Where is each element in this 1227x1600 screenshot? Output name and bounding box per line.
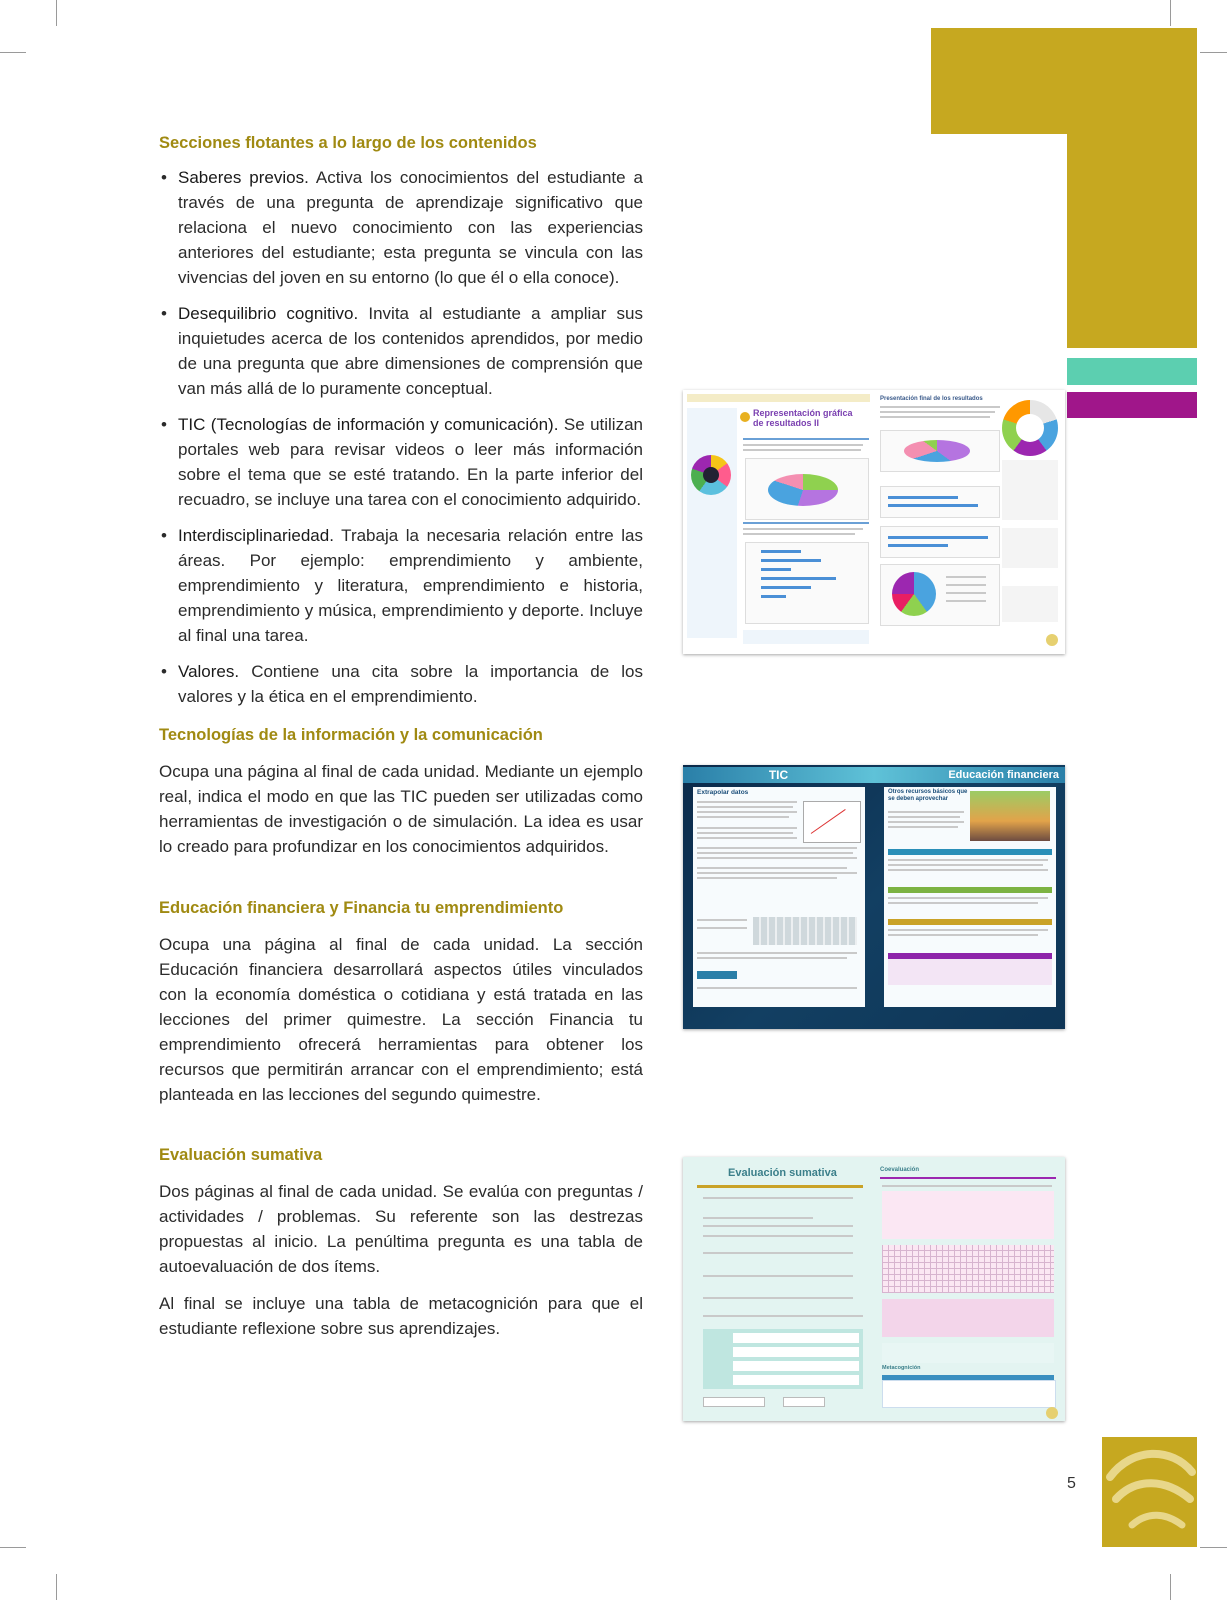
metacognition-description: Al final se incluye una tabla de metacognición para que el estudiante reflexione sobre sus aprendizajes. — [159, 1294, 643, 1338]
thumbnail-left-title: Representación gráfica de resultados II — [753, 408, 853, 428]
list-item-saberes-previos: • Saberes previos. Activa los conocimientos del estudiante a través de una pregunta de aprendizaje significativo que relaciona el nuevo conocimiento con las experiencias anteriores del estudiante; esta pregunta se vincula con las vivencias del joven en su entorno (lo que él o ella conoce). — [161, 168, 643, 287]
gold-corner-logo-block — [1102, 1437, 1197, 1547]
term-label: Desequilibrio cognitivo. — [178, 304, 359, 323]
finance-heading: Otros recursos básicos que se deben aprovechar — [888, 789, 968, 802]
list-item-interdisciplinariedad: • Interdisciplinariedad. Trabaja la necesaria relación entre las áreas. Por ejemplo: emprendimiento y ambiente, emprendimiento y literatura, emprendimiento e historia, emprendimiento y música, emprendimiento y deporte. Incluye al final una tarea. — [161, 526, 643, 645]
thumbnail-evaluation-spread — [683, 1157, 1065, 1421]
pie-chart-3d — [768, 474, 838, 506]
thumbnail-left-page — [683, 1157, 875, 1421]
page-number: 5 — [1067, 1475, 1076, 1492]
evaluation-description: Dos páginas al final de cada unidad. Se evalúa con preguntas / actividades / problemas. Su referente son las destrezas propuestas al inicio. La penúltima pregunta es una tabla de autoevaluación de dos ítems. — [159, 1182, 643, 1276]
coevaluation-heading: Coevaluación — [880, 1167, 920, 1173]
crop-mark-bottom-right-v — [1170, 1574, 1171, 1600]
metacognition-heading: Metacognición — [882, 1365, 921, 1371]
gold-side-bar — [1067, 134, 1197, 348]
thumbnail-right-page — [874, 390, 1065, 654]
crop-mark-top-right-v — [1170, 0, 1171, 26]
thumbnail-right-title: Presentación final de los resultados — [880, 396, 983, 402]
section-title-tic: Tecnologías de la información y la comunicación — [159, 726, 543, 744]
term-label: TIC (Tecnologías de información y comunicación). — [178, 415, 559, 434]
section-title-floating: Secciones flotantes a lo largo de los contenidos — [159, 134, 537, 152]
term-label: Interdisciplinariedad. — [178, 526, 334, 545]
hand-logo-icon — [1102, 1437, 1197, 1547]
thumbnail-left-page — [683, 390, 875, 654]
evaluation-banner: Evaluación sumativa — [728, 1167, 837, 1179]
pie-chart — [892, 572, 936, 616]
crop-mark-bottom-left-h — [0, 1547, 26, 1548]
item-description: Trabaja la necesaria relación entre las áreas. Por ejemplo: emprendimiento y ambiente, emprendimiento y literatura, emprendimiento e historia, emprendimiento y música, emprendimiento y deporte. Incluye al final una tarea. — [178, 526, 643, 645]
crop-mark-bottom-left-v — [56, 1574, 57, 1600]
bar-chart — [761, 550, 836, 604]
crop-mark-top-left-h — [0, 52, 26, 53]
thumbnail-right-page — [874, 765, 1065, 1029]
list-item-desequilibrio: • Desequilibrio cognitivo. Invita al estudiante a ampliar sus inquietudes acerca de los contenidos aprendidos, por medio de una pregunta que abre dimensiones de comprensión que van más allá de lo puramente conceptual. — [161, 304, 643, 398]
term-label: Saberes previos. — [178, 168, 309, 187]
floating-sections-list — [159, 165, 643, 720]
tic-heading: Extrapolar datos — [697, 789, 749, 796]
list-item-tic: • TIC (Tecnologías de información y comunicación). Se utilizan portales web para revisar videos o leer más información sobre el tema que se esté tratando. En la parte inferior del recuadro, se incluye una tarea con el conocimiento adquirido. — [161, 415, 643, 509]
thumbnail-graphs-spread — [683, 390, 1065, 654]
gold-corner-block — [931, 28, 1197, 134]
finance-description: Ocupa una página al final de cada unidad. La sección Educación financiera desarrollará aspectos útiles vinculados con la economía doméstica o cotidiana y está tratada en las lecciones del primer quimestre. La sección Financia tu emprendimiento ofrecerá herramientas para obtener los recursos que permitirán arrancar con el emprendimiento; está planteada en las lecciones del segundo quimestre. — [159, 935, 643, 1104]
bicycle-photo — [970, 791, 1050, 841]
item-description: Se utilizan portales web para revisar videos o leer más información sobre el tema que se esté tratando. En la parte inferior del recuadro, se incluye una tarea con el conocimiento adquirido. — [178, 415, 643, 509]
ideas-bulb-icon — [740, 412, 750, 422]
item-description: Invita al estudiante a ampliar sus inquietudes acerca de los contenidos aprendidos, por medio de una pregunta que abre dimensiones de comprensión que van más allá de lo puramente conceptual. — [178, 304, 643, 398]
tic-description: Ocupa una página al final de cada unidad. Mediante un ejemplo real, indica el modo en que las TIC pueden ser utilizadas como herramientas de investigación o de simulación. La idea es usar lo creado para profundizar en los conocimientos adquiridos. — [159, 762, 643, 856]
list-item-valores: • Valores. Contiene una cita sobre la importancia de los valores y la ética en el emprendimiento. — [161, 662, 643, 706]
crop-mark-bottom-right-h — [1200, 1547, 1227, 1548]
term-label: Valores. — [178, 662, 240, 681]
magenta-band — [1067, 392, 1197, 418]
thumbnail-right-page — [874, 1157, 1065, 1421]
crop-mark-top-left-v — [56, 0, 57, 26]
thumbnail-tic-finance-spread — [683, 765, 1065, 1029]
crop-mark-top-right-h — [1200, 52, 1227, 53]
tic-banner: TIC — [683, 767, 874, 783]
section-title-evaluation: Evaluación sumativa — [159, 1146, 323, 1164]
finance-banner: Educación financiera — [874, 767, 1065, 783]
item-description: Contiene una cita sobre la importancia de los valores y la ética en el emprendimiento. — [178, 662, 643, 706]
item-description: Activa los conocimientos del estudiante a través de una pregunta de aprendizaje significativo que relaciona el nuevo conocimiento con las experiencias anteriores del estudiante; esta pregunta se vincula con las vivencias del joven en su entorno (lo que él o ella conoce). — [178, 168, 643, 287]
section-title-finance: Educación financiera y Financia tu emprendimiento — [159, 899, 564, 917]
teal-band — [1067, 358, 1197, 385]
thumbnail-left-page — [683, 765, 874, 1029]
